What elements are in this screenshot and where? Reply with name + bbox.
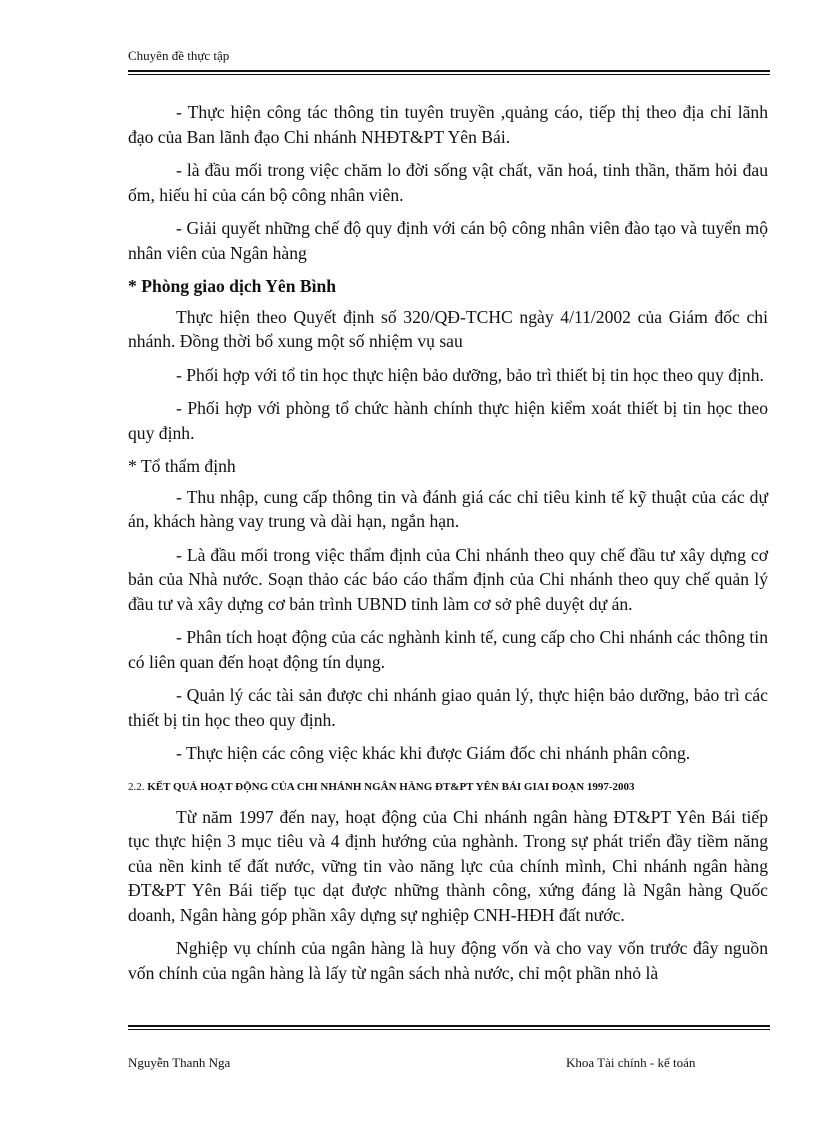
section-number: 2.2. <box>128 780 145 793</box>
paragraph: - Quản lý các tài sản được chi nhánh giao quản lý, thực hiện bảo dưỡng, bảo trì các thiết bị tin học theo quy định. <box>128 685 768 730</box>
footer-divider <box>128 1025 770 1030</box>
paragraph: - là đầu mối trong việc chăm lo đời sống vật chất, văn hoá, tinh thần, thăm hỏi đau ốm, hiếu hỉ của cán bộ công nhân viên. <box>128 160 768 205</box>
footer-author: Nguyễn Thanh Nga <box>128 1055 231 1070</box>
paragraph: - Giải quyết những chế độ quy định với cán bộ công nhân viên đào tạo và tuyển mộ nhân viên của Ngân hàng <box>128 218 768 263</box>
paragraph: - Phân tích hoạt động của các nghành kinh tế, cung cấp cho Chi nhánh các thông tin có liên quan đến hoạt động tín dụng. <box>128 627 768 672</box>
paragraph: - Phối hợp với phòng tổ chức hành chính thực hiện kiểm xoát thiết bị tin học theo quy định. <box>128 398 768 443</box>
paragraph: - Thực hiện công tác thông tin tuyên truyền ,quảng cáo, tiếp thị theo địa chỉ lãnh đạo của Ban lãnh đạo Chi nhánh NHĐT&PT Yên Bái. <box>128 102 768 147</box>
section-title: KẾT QUẢ HOẠT ĐỘNG CỦA CHI NHÁNH NGÂN HÀNG ĐT&PT YÊN BÁI GIAI ĐOẠN 1997-2003 <box>147 780 635 793</box>
paragraph: Từ năm 1997 đến nay, hoạt động của Chi nhánh ngân hàng ĐT&PT Yên Bái tiếp tục thực hiện 3 mục tiêu và 4 định hướng của nghành. Trong sự phát triển đầy tiềm năng của nền kinh tế đất nước, vững tin vào năng lực của chính mình, Chi nhánh ngân hàng ĐT&PT Yên Bái tiếp tục dạt được những thành công, xứng đáng là Ngân hàng Quốc doanh, Ngân hàng góp phần xây dựng sự nghiệp CNH-HĐH đất nước. <box>128 806 768 925</box>
paragraph: - Thu nhập, cung cấp thông tin và đánh giá các chỉ tiêu kinh tế kỹ thuật của các dự án, khách hàng vay trung và dài hạn, ngắn hạn. <box>128 486 768 531</box>
footer-department: Khoa Tài chính - kế toán <box>566 1055 696 1070</box>
paragraph: - Là đầu mối trong việc thẩm định của Chi nhánh theo quy chế đầu tư xây dựng cơ bản của Nhà nước. Soạn thảo các báo cáo thẩm định của Chi nhánh theo quy chế quản lý đầu tư và xây dựng cơ bản trình UBND tỉnh làm cơ sở phê duyệt dự án. <box>128 544 768 614</box>
page-header-title: Chuyên đề thực tập <box>128 48 230 63</box>
subheading-to-tham-dinh: * Tổ thẩm định <box>128 456 236 476</box>
paragraph: - Thực hiện các công việc khác khi được Giám đốc chi nhánh phân công. <box>176 743 691 763</box>
document-body <box>128 100 768 994</box>
header-divider <box>128 70 770 75</box>
paragraph: Nghiệp vụ chính của ngân hàng là huy động vốn và cho vay vốn trước đây nguồn vốn chính của ngân hàng là lấy từ ngân sách nhà nước, chỉ một phần nhỏ là <box>128 938 768 983</box>
section-heading <box>128 775 768 799</box>
paragraph: - Phối hợp với tổ tin học thực hiện bảo dưỡng, bảo trì thiết bị tin học theo quy định. <box>176 364 764 385</box>
paragraph: Thực hiện theo Quyết định số 320/QĐ-TCHC ngày 4/11/2002 của Giám đốc chi nhánh. Đồng thời bổ xung một số nhiệm vụ sau <box>128 306 768 351</box>
subheading-yen-binh: * Phòng giao dịch Yên Bình <box>128 276 337 296</box>
